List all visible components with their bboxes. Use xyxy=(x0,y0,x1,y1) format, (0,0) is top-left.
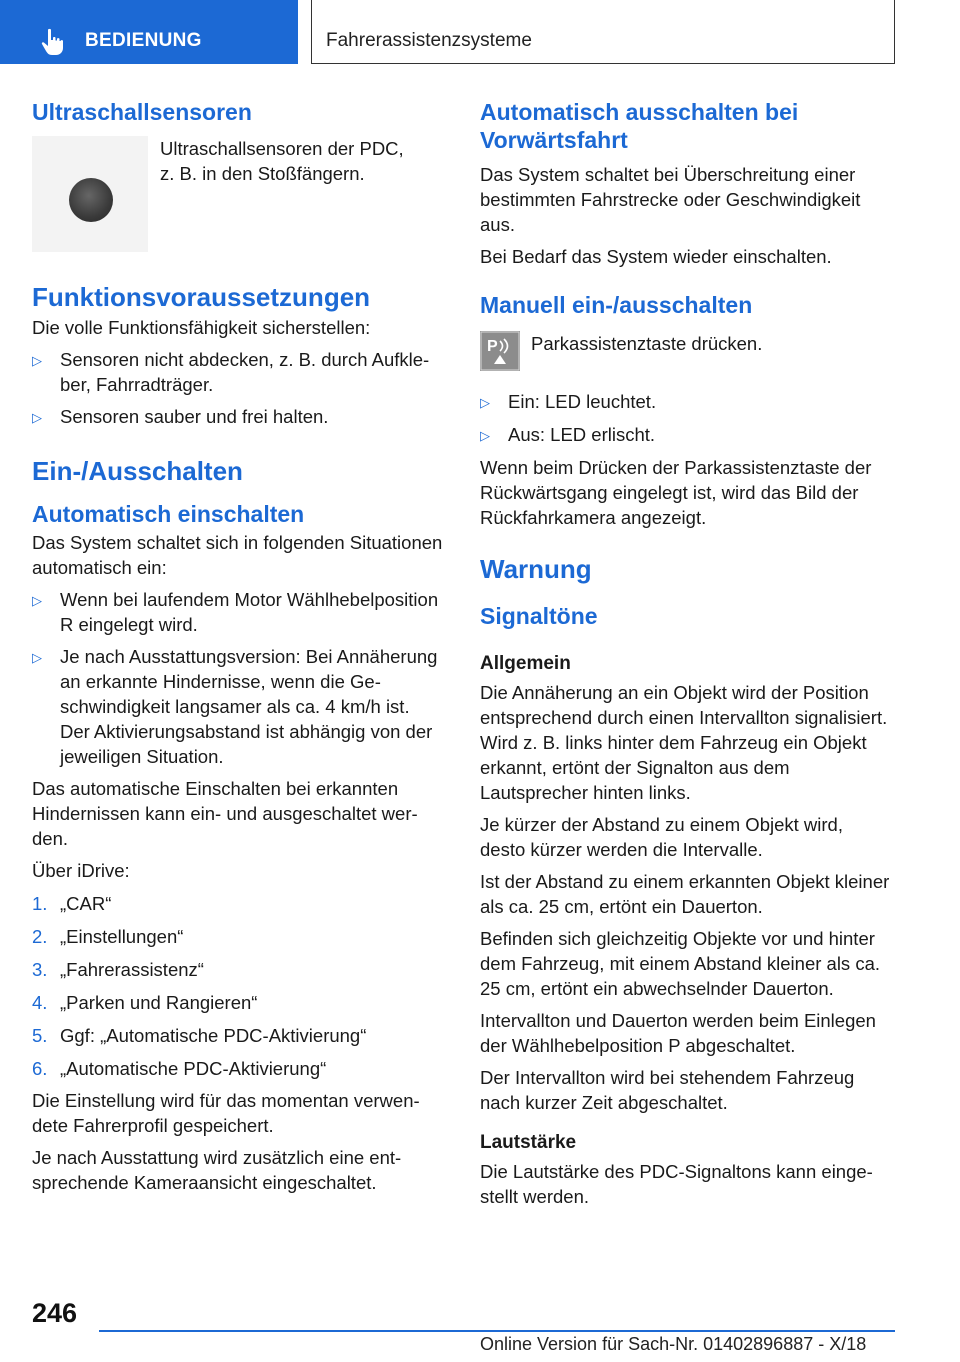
auto-off-text-2: Bei Bedarf das System wieder einschalten. xyxy=(480,246,832,267)
list-item xyxy=(32,587,444,637)
sensor-image xyxy=(32,136,148,252)
auto-on-text: Das automatische Einschalten bei erkannten Hindernissen kann ein- und ausgeschaltet werden. xyxy=(32,778,418,849)
list-item-text: Wenn bei laufendem Motor Wählhebelposition R eingelegt wird. xyxy=(60,589,439,635)
idrive-label: Über iDrive: xyxy=(32,860,130,881)
step-text: „Fahrerassistenz“ xyxy=(60,959,204,980)
volume-text: Die Lautstärke des PDC-Signaltons kann eingestellt werden. xyxy=(480,1161,873,1207)
signal-heading: Signaltöne xyxy=(480,603,598,629)
sensor-caption xyxy=(160,136,404,252)
triangle-bullet-icon: ▷ xyxy=(32,650,42,665)
list-item xyxy=(480,389,892,415)
triangle-bullet-icon: ▷ xyxy=(32,593,42,608)
park-assist-figure xyxy=(480,331,892,371)
list-item xyxy=(32,404,444,430)
volume-heading: Lautstärke xyxy=(480,1132,577,1153)
sensor-caption-line-1: Ultraschallsensoren der PDC, xyxy=(160,138,404,159)
general-para: Die Annäherung an ein Objekt wird der Position entsprechend durch einen Intervallton signalisiert. Wird z. B. links hinter dem Fahrzeug ein Objekt erkannt, ertönt der Signalton aus dem Lautsprecher hinten links. xyxy=(480,682,888,803)
step-number: 1. xyxy=(32,893,48,914)
requirements-heading: Funktionsvoraussetzungen xyxy=(32,282,371,312)
list-item-text: Sensoren nicht abdecken, z. B. durch Aufkleber, Fahrradträger. xyxy=(60,349,430,395)
on-off-heading: Ein-/Ausschalten xyxy=(32,456,243,486)
list-item-text: Ein: LED leuchtet. xyxy=(508,391,657,412)
chapter-tab-label: BEDIENUNG xyxy=(85,30,202,51)
auto-on-heading: Automatisch einschalten xyxy=(32,501,305,527)
svg-text:P: P xyxy=(487,338,498,355)
ultrasonic-heading: Ultraschallsensoren xyxy=(32,99,252,125)
sensor-figure xyxy=(32,136,444,252)
park-assist-caption: Parkassistenztaste drücken. xyxy=(531,333,763,354)
list-item xyxy=(32,347,444,397)
warning-heading: Warnung xyxy=(480,554,592,584)
step-number: 3. xyxy=(32,959,48,980)
list-item xyxy=(480,422,892,448)
triangle-bullet-icon: ▷ xyxy=(480,428,490,443)
sensor-disc-icon xyxy=(69,178,113,222)
step-number: 6. xyxy=(32,1058,48,1079)
general-para: Befinden sich gleichzeitig Objekte vor und hinter dem Fahrzeug, mit einem Abstand kleiner als ca. 25 cm, ertönt ein abwechselnder Dauerton. xyxy=(480,928,880,999)
auto-off-heading: Automatisch ausschalten bei Vorwärtsfahrt xyxy=(480,99,799,153)
list-item-text: Je nach Ausstattungsversion: Bei Annäherung an erkannte Hindernisse, wenn die Geschwindigkeit langsamer als ca. 4 km/h ist. Der Aktivierungsabstand ist abhängig von der jeweiligen Situation. xyxy=(60,646,438,767)
step-text: „Einstellungen“ xyxy=(60,926,184,947)
step-text: „CAR“ xyxy=(60,893,112,914)
requirements-intro: Die volle Funktionsfähigkeit sicherstellen: xyxy=(32,317,371,338)
general-para: Ist der Abstand zu einem erkannten Objekt kleiner als ca. 25 cm, ertönt ein Dauerton. xyxy=(480,871,890,917)
step-item xyxy=(32,924,444,949)
setting-saved-text: Die Einstellung wird für das momentan verwendete Fahrerprofil gespeichert. xyxy=(32,1090,420,1136)
chapter-tab[interactable] xyxy=(0,0,298,64)
section-title-box xyxy=(311,0,895,64)
triangle-bullet-icon: ▷ xyxy=(480,395,490,410)
general-para: Der Intervallton wird bei stehendem Fahrzeug nach kurzer Zeit abgeschaltet. xyxy=(480,1067,855,1113)
park-assist-button-icon xyxy=(480,331,520,371)
step-number: 4. xyxy=(32,992,48,1013)
section-title: Fahrerassistenzsysteme xyxy=(326,30,532,51)
step-number: 2. xyxy=(32,926,48,947)
triangle-bullet-icon: ▷ xyxy=(32,410,42,425)
step-number: 5. xyxy=(32,1025,48,1046)
auto-on-intro: Das System schaltet sich in folgenden Situationen automatisch ein: xyxy=(32,532,443,578)
step-item xyxy=(32,957,444,982)
online-version-link[interactable]: Online Version für Sach-Nr. 01402896887 - X/18 xyxy=(480,1334,867,1354)
page-number: 246 xyxy=(32,1298,78,1328)
step-text: „Parken und Rangieren“ xyxy=(60,992,258,1013)
manual-heading: Manuell ein-/ausschalten xyxy=(480,292,753,318)
step-text: Ggf: „Automatische PDC-Aktivierung“ xyxy=(60,1025,367,1046)
step-text: „Automatische PDC-Aktivierung“ xyxy=(60,1058,327,1079)
triangle-bullet-icon: ▷ xyxy=(32,353,42,368)
step-item xyxy=(32,1056,444,1081)
footer-divider xyxy=(99,1330,895,1332)
general-para: Intervallton und Dauerton werden beim Einlegen der Wählhebelposition P abgeschaltet. xyxy=(480,1010,876,1056)
step-item xyxy=(32,1023,444,1048)
auto-off-text: Das System schaltet bei Überschreitung einer bestimmten Fahrstrecke oder Geschwindigkeit aus. xyxy=(480,164,861,235)
reverse-text: Wenn beim Drücken der Parkassistenztaste der Rückwärtsgang eingelegt ist, wird das Bild der Rückfahrkamera angezeigt. xyxy=(480,457,872,528)
general-heading: Allgemein xyxy=(480,653,571,674)
right-column xyxy=(480,98,892,1209)
pointing-hand-icon xyxy=(40,28,66,56)
list-item-text: Sensoren sauber und frei halten. xyxy=(60,406,329,427)
list-item xyxy=(32,644,444,769)
camera-text: Je nach Ausstattung wird zusätzlich eine entsprechende Kameraansicht eingeschaltet. xyxy=(32,1147,402,1193)
list-item-text: Aus: LED erlischt. xyxy=(508,424,656,445)
left-column xyxy=(32,98,444,1195)
general-para: Je kürzer der Abstand zu einem Objekt wird, desto kürzer werden die Intervalle. xyxy=(480,814,843,860)
sensor-caption-line-2: z. B. in den Stoßfängern. xyxy=(160,163,365,184)
step-item xyxy=(32,990,444,1015)
step-item xyxy=(32,891,444,916)
